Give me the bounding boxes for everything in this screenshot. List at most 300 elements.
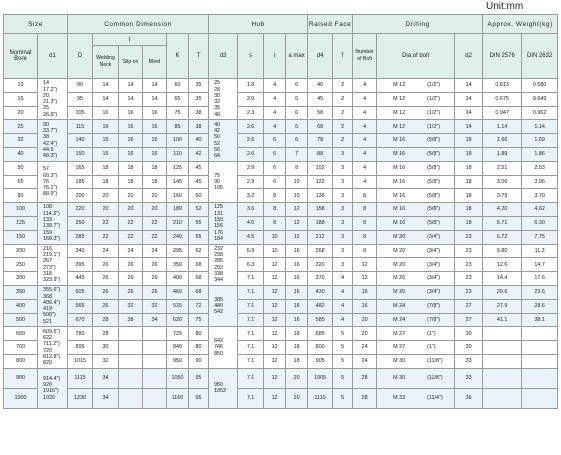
cell-a-max: 18 [286,327,308,341]
cell-d2: 18 [455,203,483,217]
cell-d1: 76 [43,178,49,185]
cell-d4: 800 [308,341,333,355]
cell-weight-din-2632: 28.6 [522,299,558,313]
cell-t-total: 80 [189,327,209,341]
cell-weight-din-2632 [522,368,558,388]
table-row [4,327,558,341]
cell-t-blind: 16 [143,106,167,120]
cell-bolt-inch: (5/8") [427,192,441,199]
cell-d2: 30 [455,327,483,341]
cell-d-outer: 505 [68,285,93,299]
cell-d-outer: 1115 [68,368,93,388]
cell-d3: 385 [214,296,224,303]
cell-number-of-bolt: 12 [353,272,377,286]
cell-t-total: 95 [189,368,209,388]
cell-r: 12 [264,354,286,368]
cell-t-blind: 18 [143,175,167,189]
cell-number-of-bolt: 16 [353,299,377,313]
cell-d3: 232 [214,245,224,252]
cell-dia-of-bolt [377,244,455,258]
cell-d4: 188 [308,216,333,230]
cell-t-slip-on: 14 [119,79,143,93]
header-d2: d2 [455,34,483,79]
cell-a-max: 12 [286,230,308,244]
cell-bolt-metric: M 20 [393,289,406,296]
cell-weight-din-2576: 5.71 [483,216,522,230]
cell-dia-of-bolt [377,230,455,244]
cell-k: 125 [167,161,189,175]
cell-k: 145 [167,175,189,189]
cell-d2: 18 [455,175,483,189]
cell-t-slip-on [119,368,143,388]
cell-dia-of-bolt [377,92,455,106]
cell-bolt-inch: (5/8") [427,220,441,227]
cell-d4: 430 [308,285,333,299]
cell-d3-stack [209,327,238,368]
cell-number-of-bolt: 24 [353,354,377,368]
cell-bolt-metric: M 12 [393,123,406,130]
cell-d1: 108 [43,204,52,211]
cell-s: 2.6 [238,120,264,134]
cell-t-total: 68 [189,272,209,286]
cell-number-of-bolt: 4 [353,134,377,148]
cell-r: 12 [264,313,286,327]
table-row [4,285,558,299]
cell-a-max: 6 [286,120,308,134]
cell-d3: 105 [214,185,224,192]
cell-d4: 268 [308,244,333,258]
cell-weight-din-2576: 1.66 [483,134,522,148]
cell-s: 1.8 [238,79,264,93]
cell-d-outer: 105 [68,106,93,120]
cell-t-slip-on: 22 [119,230,143,244]
cell-s: 2.6 [238,147,264,161]
cell-nominal-bore: 250 [4,258,38,272]
cell-d-outer: 340 [68,244,93,258]
cell-r: 12 [264,388,286,408]
cell-d-outer: 670 [68,313,93,327]
cell-number-of-bolt: 4 [353,120,377,134]
cell-d-outer: 150 [68,147,93,161]
cell-d2: 18 [455,189,483,203]
cell-r: 10 [264,230,286,244]
cell-bolt-metric: M 20 [393,247,406,254]
cell-k: 160 [167,189,189,203]
cell-dia-of-bolt [377,161,455,175]
cell-d-outer: 895 [68,341,93,355]
cell-d4: 158 [308,203,333,217]
cell-t-blind: 32 [143,299,167,313]
cell-d-outer: 250 [68,216,93,230]
cell-d1-stack [38,79,68,120]
cell-f: 4 [333,272,353,286]
cell-d3: 56 [214,146,221,153]
cell-t-total: 40 [189,134,209,148]
header-drilling: Drilling [353,15,483,34]
cell-d-outer: 140 [68,134,93,148]
cell-d3-stack [209,368,238,408]
cell-r: 12 [264,368,286,388]
cell-t-total: 55 [189,216,209,230]
cell-r: 12 [264,327,286,341]
cell-d4: 58 [308,106,333,120]
cell-t-slip-on [119,354,143,368]
cell-weight-din-2576: 1.89 [483,147,522,161]
cell-d3: 642 [214,338,224,345]
cell-bolt-inch: (5/8") [427,178,441,185]
cell-d1: 820 [43,360,52,367]
cell-a-max: 6 [286,79,308,93]
cell-bolt-metric: M 12 [393,109,406,116]
cell-d3: 338 [214,271,224,278]
table-row [4,134,558,148]
cell-d1: 114.3") [43,210,60,217]
table-row [4,299,558,313]
cell-s: 3.6 [238,203,264,217]
cell-d1: 60.3") [43,172,58,179]
cell-f: 3 [333,175,353,189]
cell-t-blind: 26 [143,285,167,299]
cell-r: 6 [264,175,286,189]
cell-weight-din-2632: 3.70 [522,189,558,203]
cell-d3-stack [209,203,238,244]
cell-r: 4 [264,92,286,106]
cell-a-max: 20 [286,368,308,388]
cell-weight-din-2632: 38.1 [522,313,558,327]
cell-number-of-bolt: 8 [353,189,377,203]
cell-a-max: 10 [286,189,308,203]
cell-weight-din-2632 [522,341,558,355]
header-welding-neck: Welding Neck [93,46,119,79]
cell-t-total: 95 [189,388,209,408]
cell-t-welding-neck: 16 [93,147,119,161]
cell-k: 85 [167,120,189,134]
cell-d3: 40 [214,121,221,128]
cell-bolt-inch: (5/8") [427,151,441,158]
cell-number-of-bolt: 20 [353,327,377,341]
cell-d3: 35 [214,105,221,112]
cell-t-total: 38 [189,106,209,120]
cell-d1: 219.1") [43,252,61,259]
table-row [4,79,558,93]
cell-t-blind: 22 [143,216,167,230]
cell-dia-of-bolt [377,313,455,327]
cell-d3: 542 [214,309,224,316]
cell-nominal-bore: 80 [4,189,38,203]
cell-bolt-metric: M 20 [393,233,406,240]
cell-weight-din-2632: 1.69 [522,134,558,148]
cell-t-welding-neck: 22 [93,230,119,244]
cell-t-total: 42 [189,147,209,161]
cell-bolt-inch: (3/4") [427,247,441,254]
header-d3: d3 [209,34,238,79]
cell-t-welding-neck: 18 [93,161,119,175]
cell-weight-din-2632: 2.53 [522,161,558,175]
cell-dia-of-bolt [377,258,455,272]
cell-d2: 18 [455,147,483,161]
cell-a-max: 6 [286,92,308,106]
cell-bolt-inch: (5/8") [427,164,441,171]
cell-number-of-bolt: 4 [353,175,377,189]
cell-dia-of-bolt [377,106,455,120]
header-raised-face: Raised Face [308,15,353,34]
cell-t-welding-neck: 24 [93,244,119,258]
cell-t-slip-on: 32 [119,299,143,313]
cell-d2: 30 [455,341,483,355]
cell-d1: 25 [43,105,49,112]
cell-d4: 68 [308,120,333,134]
cell-d1: 318 [43,271,52,278]
cell-bolt-metric: M 30 [393,375,406,382]
cell-t-slip-on: 22 [119,216,143,230]
cell-s: 7.1 [238,299,264,313]
cell-number-of-bolt: 4 [353,161,377,175]
cell-d1: 42.4") [43,140,58,147]
cell-t-slip-on: 20 [119,203,143,217]
cell-t-total: 68 [189,258,209,272]
cell-d2: 14 [455,106,483,120]
header-approx-weight: Approx. Weight(kg) [483,15,558,34]
cell-t-blind: 18 [143,161,167,175]
flange-dimension-table [3,14,558,409]
cell-a-max: 12 [286,216,308,230]
cell-t-blind [143,368,167,388]
cell-d1: 273") [43,264,56,271]
header-d4: d4 [308,34,333,79]
cell-weight-din-2632 [522,327,558,341]
cell-t-welding-neck: 16 [93,120,119,134]
cell-t-total: 50 [189,189,209,203]
cell-s: 5.9 [238,244,264,258]
cell-d2: 36 [455,388,483,408]
cell-d4: 138 [308,189,333,203]
header-blind: Blind [143,46,167,79]
cell-nominal-bore: 200 [4,244,38,258]
table-row [4,216,558,230]
cell-bolt-inch: (5/8") [427,137,441,144]
cell-d1: 21.3") [43,99,58,106]
cell-bolt-metric: M 24 [393,302,406,309]
cell-weight-din-2632 [522,354,558,368]
cell-d1: 20 [43,92,49,99]
cell-f: 3 [333,147,353,161]
cell-dia-of-bolt [377,189,455,203]
cell-d2: 27 [455,313,483,327]
cell-dia-of-bolt [377,272,455,286]
table-row [4,258,558,272]
cell-r: 12 [264,272,286,286]
cell-d3: 156 [214,223,224,230]
cell-d-outer: 200 [68,189,93,203]
cell-k: 110 [167,147,189,161]
cell-s: 7.1 [238,341,264,355]
cell-d1: 57 [43,166,49,173]
cell-weight-din-2632: 0.962 [522,106,558,120]
cell-t-welding-neck: 28 [93,327,119,341]
cell-d4: 78 [308,134,333,148]
cell-t-slip-on: 16 [119,106,143,120]
cell-weight-din-2576: 0.675 [483,92,522,106]
cell-bolt-metric: M 16 [393,178,406,185]
cell-bolt-metric: M 16 [393,220,406,227]
cell-d1: 720 [43,347,52,354]
cell-dia-of-bolt [377,388,455,408]
cell-bolt-inch: (1/2") [427,109,441,116]
cell-s: 7.1 [238,388,264,408]
cell-f: 2 [333,120,353,134]
cell-d3: 150 [214,217,224,224]
cell-t-welding-neck: 30 [93,341,119,355]
cell-d4: 122 [308,175,333,189]
cell-weight-din-2576: 0.947 [483,106,522,120]
cell-number-of-bolt: 12 [353,258,377,272]
cell-bolt-inch: (3/4") [427,261,441,268]
cell-weight-din-2576: 12.6 [483,258,522,272]
cell-d1: 44.5 [43,146,54,153]
cell-d3: 52 [214,140,221,147]
cell-k: 210 [167,216,189,230]
cell-number-of-bolt: 28 [353,368,377,388]
cell-t-total: 52 [189,203,209,217]
cell-f: 5 [333,327,353,341]
flange-dimension-table-wrap [3,14,557,409]
cell-r: 6 [264,134,286,148]
cell-nominal-bore: 900 [4,368,38,388]
cell-t-blind: 26 [143,272,167,286]
cell-weight-din-2632: 11.3 [522,244,558,258]
cell-d2: 14 [455,92,483,106]
cell-s: 7.1 [238,368,264,388]
cell-d4: 370 [308,272,333,286]
header-a-max: a max [286,34,308,79]
cell-t-blind: 16 [143,147,167,161]
header-d1: d1 [38,34,68,79]
cell-d3-stack [209,244,238,285]
cell-bolt-metric: M 16 [393,206,406,213]
cell-d3-stack [209,161,238,202]
cell-dia-of-bolt [377,79,455,93]
cell-t-blind: 22 [143,230,167,244]
cell-t-blind: 26 [143,258,167,272]
header-din-2632: DIN 2632 [522,34,558,79]
cell-s: 2.9 [238,175,264,189]
header-hub: Hub [209,15,308,34]
cell-dia-of-bolt [377,354,455,368]
cell-bolt-inch: (11/8") [427,358,443,365]
cell-d1-stack [38,327,68,368]
cell-r: 4 [264,106,286,120]
cell-d1: 133 [43,217,52,224]
cell-number-of-bolt: 28 [353,388,377,408]
cell-weight-din-2576: 9.80 [483,244,522,258]
cell-weight-din-2632: 1.86 [522,147,558,161]
cell-t-total: 45 [189,161,209,175]
cell-nominal-bore: 15 [4,92,38,106]
cell-a-max: 16 [286,272,308,286]
header-dia-of-bolt: Dia.of bolt [377,34,455,79]
cell-d1: 26.9") [43,111,58,118]
cell-dia-of-bolt [377,203,455,217]
cell-k: 1160 [167,388,189,408]
cell-weight-din-2632: 1.14 [522,120,558,134]
cell-d3-stack [209,285,238,326]
cell-bolt-metric: M 20 [393,275,406,282]
cell-d3: 746 [214,344,224,351]
header-din-2576: DIN 2576 [483,34,522,79]
cell-d3: 344 [214,277,224,284]
unit-label: Unit:mm [486,1,524,12]
cell-d-outer: 220 [68,203,93,217]
cell-d3: 238 [214,252,224,259]
cell-d4: 212 [308,230,333,244]
cell-d1: 14 [43,80,49,87]
cell-d1: 1020 [43,394,55,401]
cell-d1: 267 [43,258,52,265]
cell-t-blind: 20 [143,189,167,203]
cell-t-total: 35 [189,92,209,106]
cell-nominal-bore: 32 [4,134,38,148]
cell-t-slip-on: 20 [119,189,143,203]
cell-weight-din-2576: 2.51 [483,161,522,175]
cell-bolt-metric: M 16 [393,151,406,158]
cell-k: 65 [167,92,189,106]
cell-d-outer: 780 [68,327,93,341]
cell-t-welding-neck: 16 [93,134,119,148]
cell-d3: 850 [214,350,224,357]
cell-t-welding-neck: 26 [93,258,119,272]
cell-weight-din-2576: 41.1 [483,313,522,327]
cell-k: 240 [167,230,189,244]
cell-d2: 14 [455,79,483,93]
cell-t-slip-on [119,388,143,408]
cell-bolt-inch: (3/4") [427,275,441,282]
cell-f: 3 [333,244,353,258]
cell-dia-of-bolt [377,341,455,355]
cell-d4: 685 [308,327,333,341]
table-row [4,106,558,120]
cell-nominal-bore: 20 [4,106,38,120]
cell-t-total: 55 [189,230,209,244]
cell-nominal-bore: 500 [4,313,38,327]
cell-t-slip-on: 16 [119,120,143,134]
cell-f: 3 [333,216,353,230]
cell-weight-din-2576 [483,341,522,355]
cell-d2: 27 [455,299,483,313]
cell-k: 100 [167,134,189,148]
cell-d1: 48.3") [43,153,58,160]
cell-d1: 216 [43,245,52,252]
cell-r: 10 [264,244,286,258]
cell-d3: 176 [214,229,224,236]
cell-k: 620 [167,313,189,327]
cell-weight-din-2632: 23.6 [522,285,558,299]
table-row [4,272,558,286]
cell-r: 8 [264,189,286,203]
header-D: D [68,34,93,79]
cell-d4: 905 [308,354,333,368]
cell-t-welding-neck: 18 [93,175,119,189]
cell-d1-stack [38,368,68,408]
cell-bolt-metric: M 20 [393,261,406,268]
cell-d3: 950 [214,381,224,388]
cell-s: 2.6 [238,134,264,148]
cell-t-total: 75 [189,313,209,327]
cell-a-max: 12 [286,203,308,217]
header-t: t [93,34,167,46]
cell-k: 295 [167,244,189,258]
header-s: s [238,34,264,79]
cell-d4: 40 [308,79,333,93]
